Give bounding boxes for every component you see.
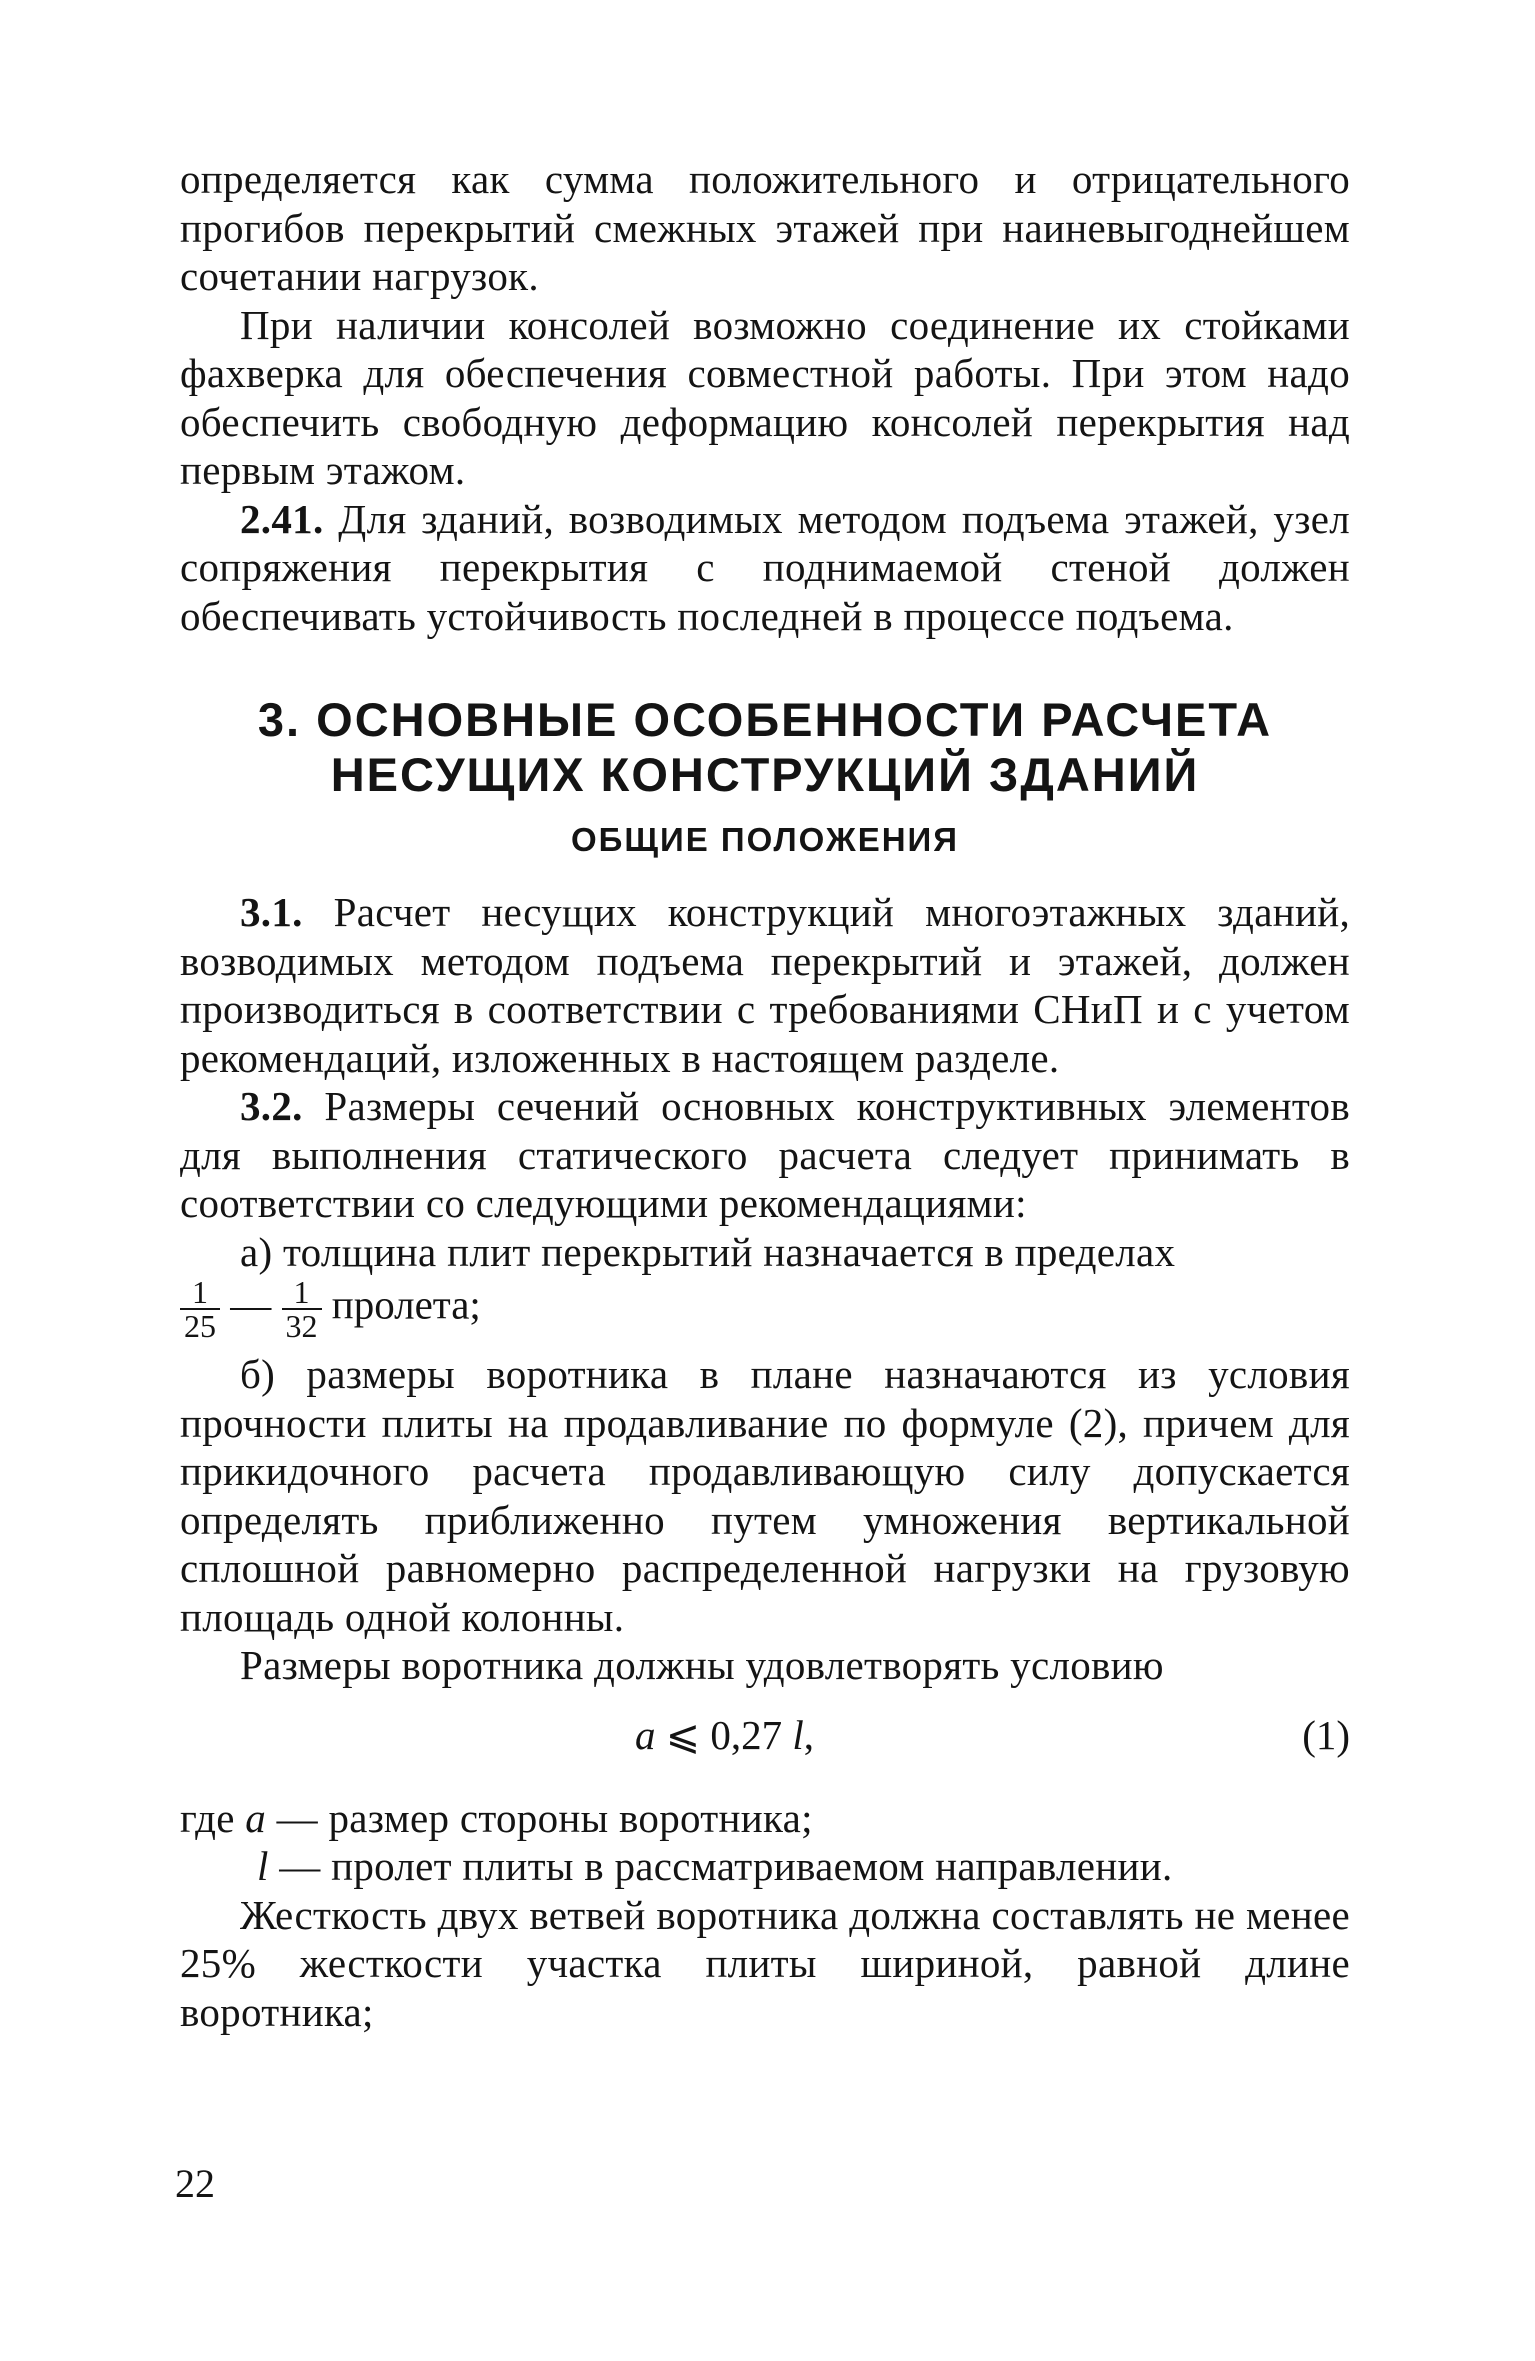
formula-number: (1) [1302, 1711, 1350, 1758]
fraction-tail: пролета; [321, 1281, 481, 1328]
clause-number: 2.41. [240, 495, 324, 542]
fraction-range [180, 1274, 1350, 1344]
paragraph-consoles: При наличии консолей возможно соединение их стойками фахверка для обеспечения совместной работы. При этом надо обеспечить свободную деформацию консолей перекрытия над первым этажом. [180, 301, 1350, 493]
clause-text: Размеры сечений основных конструктивных элементов для выполнения статического расчета следует принимать в соответствии со следующими рекомендациями: [180, 1083, 1350, 1226]
paragraph-stiffness: Жесткость двух ветвей воротника должна составлять не менее 25% жесткости участка плиты шириной, равной длине воротника; [180, 1891, 1350, 2035]
clause-text: Расчет несущих конструкций многоэтажных зданий, возводимых методом подъема перекрытий и этажей, должен производиться в соответствии с требованиями СНиП и с учетом рекомендаций, изложенных в настоящем разделе. [180, 889, 1350, 1081]
paragraph-continuation: определяется как сумма положительного и отрицательного прогибов перекрытий смежных этажей при наиневыгоднейшем сочетании нагрузок. [180, 156, 1350, 299]
paragraph-2-41 [180, 495, 1350, 641]
clause-number: 3.2. [240, 1083, 303, 1129]
section-subtitle: ОБЩИЕ ПОЛОЖЕНИЯ [571, 821, 959, 858]
section-title-line-2: НЕСУЩИХ КОНСТРУКЦИЙ ЗДАНИЙ [330, 748, 1200, 801]
fraction-dash: — [220, 1281, 282, 1328]
item-b: б) размеры воротника в плане назначаются из условия прочности плиты на продавливание по формуле (2), причем для прикидочного расчета продавливающую силу допускается определять приближенно путем умножения вертикальной сплошной равномерно распределенной нагрузки на грузовую площадь одной колонны. [180, 1351, 1350, 1640]
fraction-1-25: $\frac{1}{25}$ [180, 1276, 220, 1342]
section-title-line-1: 3. ОСНОВНЫЕ ОСОБЕННОСТИ РАСЧЕТА [257, 693, 1273, 746]
where-l: l — пролет плиты в рассматриваемом направлении. [257, 1843, 1173, 1889]
paragraph-3-2 [180, 1082, 1350, 1228]
condition-intro: Размеры воротника должны удовлетворять условию [240, 1642, 1164, 1688]
formula-1 [180, 1690, 1350, 1780]
clause-text: Для зданий, возводимых методом подъема этажей, узел сопряжения перекрытия с поднимаемой стеной должен обеспечивать устойчивость последней в процессе подъема. [180, 495, 1350, 639]
formula-expression: a ⩽ 0,27 l, [635, 1711, 815, 1758]
page-number: 22 [175, 2161, 215, 2206]
where-a: где a — размер стороны воротника; [180, 1794, 813, 1841]
paragraph-3-1 [180, 888, 1350, 1082]
item-a: а) толщина плит перекрытий назначается в пределах [240, 1228, 1176, 1275]
fraction-1-32: $\frac{1}{32}$ [282, 1276, 322, 1342]
clause-number: 3.1. [240, 889, 303, 935]
page-body [180, 155, 1350, 2036]
